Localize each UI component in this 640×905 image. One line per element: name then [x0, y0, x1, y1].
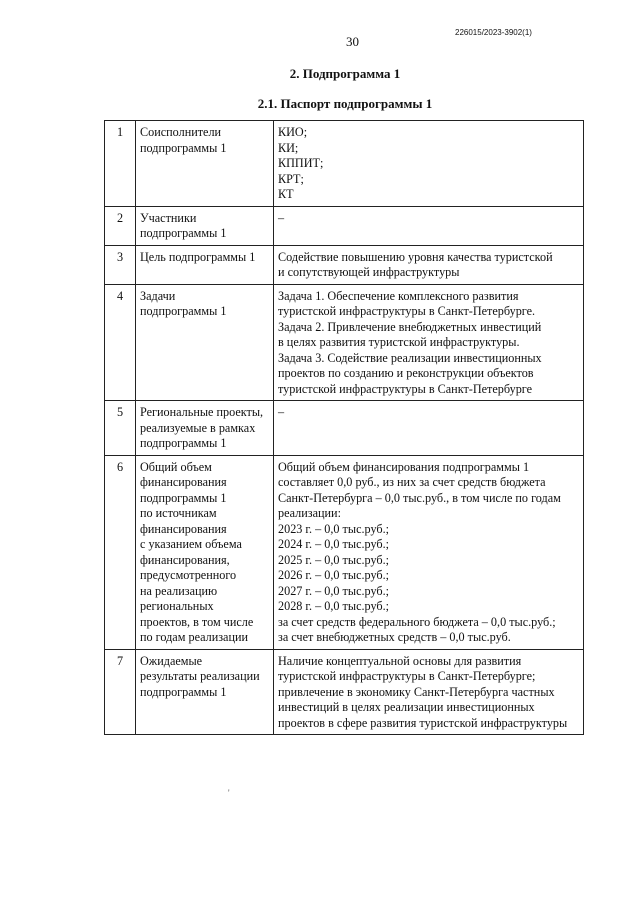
row-value-line: Санкт-Петербурга – 0,0 тыс.руб., в том числе по годам [278, 490, 561, 505]
row-label-line: Цель подпрограммы 1 [140, 249, 256, 264]
row-label-line: финансирования [140, 475, 227, 489]
row-value-line: КППИТ; [278, 156, 324, 170]
row-value-line: 2025 г. – 0,0 тыс.руб.; [278, 552, 390, 567]
row-label-line: подпрограммы 1 [140, 490, 227, 505]
row-label-line: подпрограммы 1 [140, 226, 227, 240]
row-label-line: финансирования [140, 521, 227, 536]
row-value-line: Наличие концептуальной основы для развития [278, 653, 522, 668]
row-value-line: и сопутствующей инфраструктуры [278, 265, 460, 279]
row-value-line: туристской инфраструктуры в Санкт-Петербурге; [278, 669, 536, 683]
row-value-line: в целях развития туристской инфраструктуры. [278, 335, 520, 349]
table-row [105, 245, 584, 284]
row-value-line: проектов в сфере развития туристской инфраструктуры [278, 715, 568, 730]
row-value [274, 455, 584, 649]
row-value-line: за счет внебюджетных средств – 0,0 тыс.руб. [278, 630, 511, 644]
row-value-line: 2024 г. – 0,0 тыс.руб.; [278, 537, 390, 551]
row-value [274, 206, 584, 245]
row-value [274, 284, 584, 401]
document-id: 226015/2023-3902(1) [455, 28, 532, 37]
row-label-line: подпрограммы 1 [140, 436, 227, 450]
row-label-line: региональных [140, 599, 214, 613]
row-label-line: подпрограммы 1 [140, 684, 227, 699]
row-value-line: Задача 2. Привлечение внебюджетных инвестиций [278, 319, 542, 334]
row-value-line: – [278, 405, 285, 419]
row-label-line: по годам реализации [140, 630, 249, 644]
row-value-line: туристской инфраструктуры в Санкт-Петербурге [278, 381, 533, 396]
row-label-line: финансирования, [140, 552, 230, 567]
row-value [274, 245, 584, 284]
row-label-line: Ожидаемые [140, 653, 203, 668]
row-value [274, 121, 584, 207]
row-value-line: проектов по созданию и реконструкции объектов [278, 366, 534, 380]
row-value-line: туристской инфраструктуры в Санкт-Петербурге. [278, 304, 536, 318]
table-row [105, 455, 584, 649]
row-value-line: КТ [278, 187, 294, 201]
row-label-line: реализуемые в рамках [140, 420, 256, 435]
row-label-line: с указанием объема [140, 537, 242, 551]
row-number: 2 [105, 206, 136, 245]
row-label [136, 649, 274, 735]
row-label-line: Задачи [140, 288, 176, 303]
table-row [105, 121, 584, 207]
row-label [136, 455, 274, 649]
row-label-line: проектов, в том числе [140, 614, 254, 629]
row-label [136, 206, 274, 245]
row-label [136, 401, 274, 456]
row-number: 3 [105, 245, 136, 284]
row-value-line: КРТ; [278, 171, 304, 186]
row-value-line: КИ; [278, 140, 299, 155]
row-value [274, 649, 584, 735]
row-number: 1 [105, 121, 136, 207]
row-value-line: Общий объем финансирования подпрограммы 1 [278, 459, 530, 474]
row-value-line: – [278, 210, 285, 225]
row-number: 5 [105, 401, 136, 456]
row-label-line: результаты реализации [140, 669, 260, 683]
row-number: 4 [105, 284, 136, 401]
row-label-line: подпрограммы 1 [140, 304, 227, 318]
table-row [105, 206, 584, 245]
row-label [136, 245, 274, 284]
scan-mark: ' [228, 788, 230, 798]
page-number: 30 [346, 34, 359, 49]
table-row [105, 284, 584, 401]
row-value-line: 2028 г. – 0,0 тыс.руб.; [278, 599, 390, 613]
row-number: 7 [105, 649, 136, 735]
row-value-line: привлечение в экономику Санкт-Петербурга частных [278, 684, 555, 699]
row-value-line: составляет 0,0 руб., из них за счет средств бюджета [278, 475, 546, 489]
row-label-line: Общий объем [140, 459, 212, 474]
section-title: 2. Подпрограмма 1 [289, 66, 401, 81]
passport-table [104, 120, 584, 735]
row-value-line: 2026 г. – 0,0 тыс.руб.; [278, 568, 390, 582]
row-value-line: 2027 г. – 0,0 тыс.руб.; [278, 583, 390, 598]
row-label-line: Соисполнители [140, 125, 222, 139]
row-label-line: Региональные проекты, [140, 405, 264, 419]
row-value-line: Содействие повышению уровня качества туристской [278, 249, 553, 264]
row-value-line: за счет средств федерального бюджета – 0,0 тыс.руб.; [278, 614, 556, 629]
row-value-line: реализации: [278, 506, 341, 520]
table-row [105, 401, 584, 456]
row-label [136, 284, 274, 401]
row-value-line: 2023 г. – 0,0 тыс.руб.; [278, 521, 390, 536]
row-label-line: Участники [140, 210, 197, 225]
table-row [105, 649, 584, 735]
row-value-line: инвестиций в целях реализации инвестиционных [278, 700, 535, 714]
passport-table-body [105, 121, 584, 735]
row-value [274, 401, 584, 456]
row-number: 6 [105, 455, 136, 649]
row-label-line: подпрограммы 1 [140, 140, 227, 155]
row-value-line: Задача 1. Обеспечение комплексного развития [278, 288, 519, 303]
row-label-line: предусмотренного [140, 568, 237, 582]
row-label-line: на реализацию [140, 583, 218, 598]
row-label [136, 121, 274, 207]
section-subtitle: 2.1. Паспорт подпрограммы 1 [257, 96, 433, 111]
row-label-line: по источникам [140, 506, 217, 520]
row-value-line: Задача 3. Содействие реализации инвестиционных [278, 350, 542, 365]
row-value-line: КИО; [278, 125, 308, 139]
